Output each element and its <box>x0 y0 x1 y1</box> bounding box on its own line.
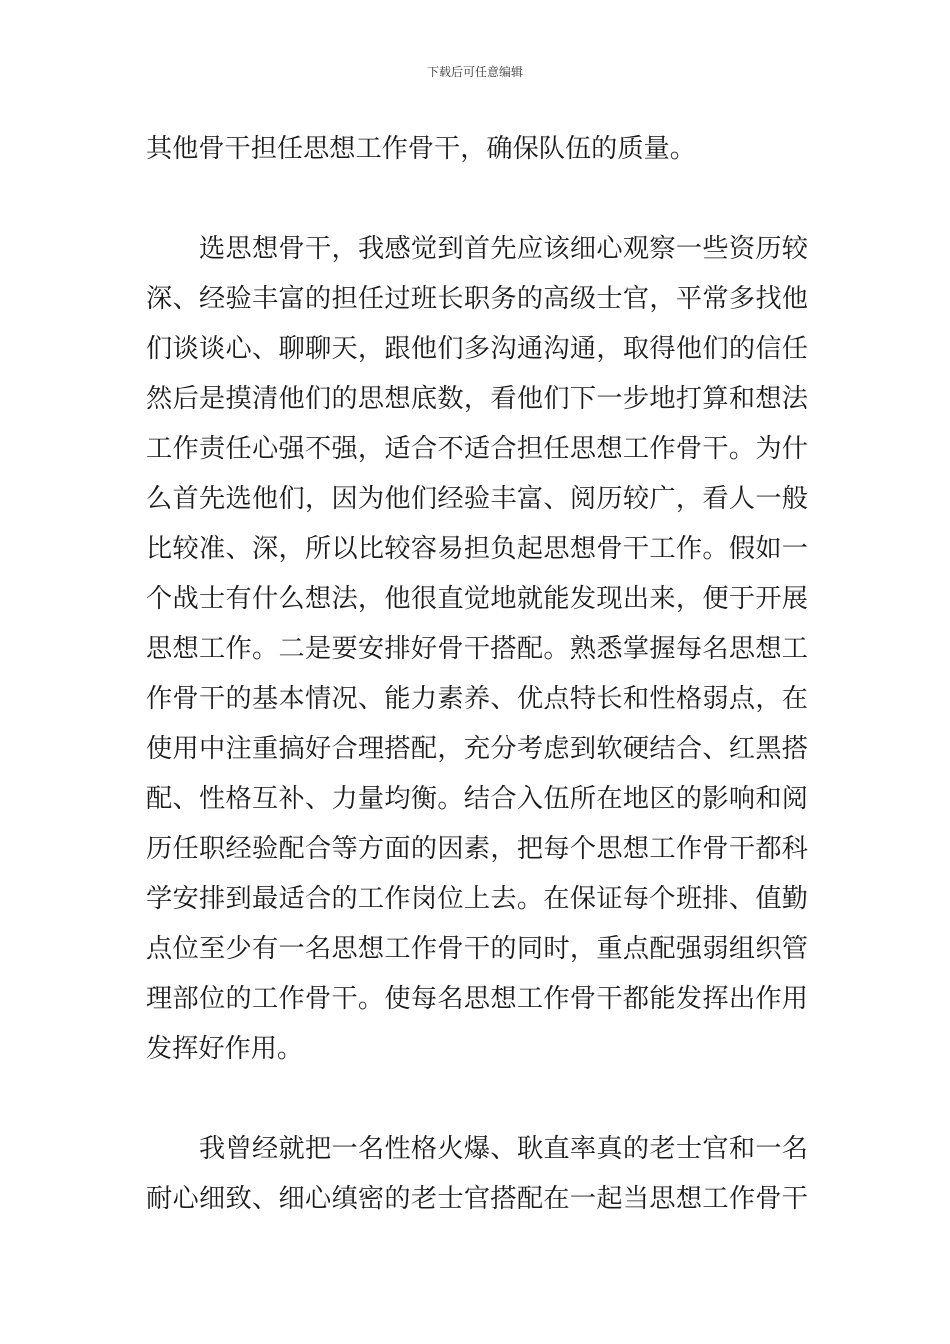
text-line: 么首先选他们，因为他们经验丰富、阅历较广，看人一般 <box>146 484 808 514</box>
paragraph-3 <box>146 1124 808 1224</box>
text-line: 思想工作。二是要安排好骨干搭配。熟悉掌握每名思想工 <box>146 634 808 664</box>
document-body <box>146 124 808 1224</box>
text-line: 配、性格互补、力量均衡。结合入伍所在地区的影响和阅 <box>146 784 808 814</box>
text-line: 选思想骨干，我感觉到首先应该细心观察一些资历较 <box>199 234 808 264</box>
text-line: 我曾经就把一名性格火爆、耿直率真的老士官和一名 <box>199 1134 808 1164</box>
text-line: 作骨干的基本情况、能力素养、优点特长和性格弱点，在 <box>146 684 808 714</box>
paragraph-1 <box>146 124 808 174</box>
text-line: 使用中注重搞好合理搭配，充分考虑到软硬结合、红黑搭 <box>146 734 808 764</box>
text-line: 理部位的工作骨干。使每名思想工作骨干都能发挥出作用 <box>146 984 808 1014</box>
text-line: 深、经验丰富的担任过班长职务的高级士官，平常多找他 <box>146 284 808 314</box>
text-line: 们谈谈心、聊聊天，跟他们多沟通沟通，取得他们的信任 <box>146 334 808 364</box>
text-line: 其他骨干担任思想工作骨干，确保队伍的质量。 <box>146 134 696 164</box>
paragraph-2 <box>146 224 808 1074</box>
text-line: 历任职经验配合等方面的因素，把每个思想工作骨干都科 <box>146 834 808 864</box>
text-line: 点位至少有一名思想工作骨干的同时，重点配强弱组织管 <box>146 934 808 964</box>
text-line: 然后是摸清他们的思想底数，看他们下一步地打算和想法 <box>146 384 808 414</box>
text-line: 发挥好作用。 <box>146 1034 304 1064</box>
text-line: 个战士有什么想法，他很直觉地就能发现出来，便于开展 <box>146 584 808 614</box>
text-line: 工作责任心强不强，适合不适合担任思想工作骨干。为什 <box>146 434 808 464</box>
page-header: 下载后可任意编辑 <box>426 65 523 79</box>
text-line: 学安排到最适合的工作岗位上去。在保证每个班排、值勤 <box>146 884 808 914</box>
paragraph-gap <box>146 1074 808 1124</box>
text-line: 比较准、深，所以比较容易担负起思想骨干工作。假如一 <box>146 534 808 564</box>
paragraph-gap <box>146 174 808 224</box>
text-line: 耐心细致、细心缜密的老士官搭配在一起当思想工作骨干 <box>146 1184 808 1214</box>
